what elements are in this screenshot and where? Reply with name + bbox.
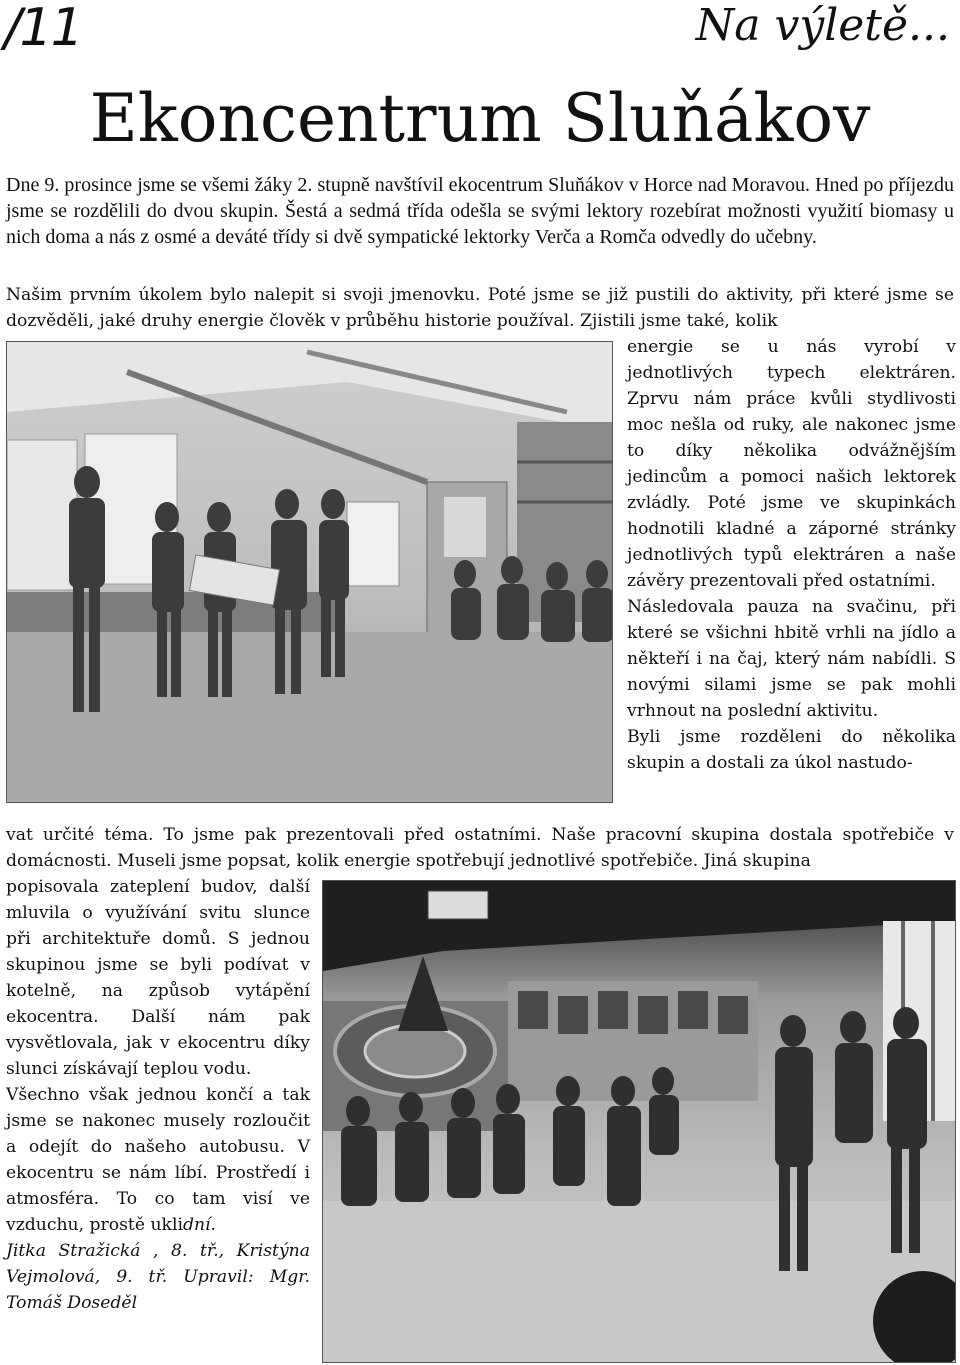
author-signature: Jitka Stražická , 8. tř., Kristýna Vejmolová, 9. tř. Upravil: Mgr. Tomáš Doseděl [6, 1241, 310, 1313]
left-column [6, 874, 310, 1316]
left-column-text-2 [6, 1082, 310, 1238]
article-title: Ekoncentrum Sluňákov [89, 80, 871, 157]
classroom-photo [6, 341, 613, 803]
page-number: /11 [4, 0, 82, 58]
right-column-text-2: Následovala pauza na svačinu, při které se všichni hbitě vrhli na jídlo a někteří i na čaj, který nám nabídli. S novými silami jsme se pak mohli vrhnout na poslední aktivitu. [627, 597, 956, 721]
hall-photo-image [323, 881, 956, 1363]
second-paragraph [6, 282, 954, 334]
full-width-paragraph [6, 822, 954, 874]
intro-text: Dne 9. prosince jsme se všemi žáky 2. stupně navštívil ekocentrum Sluňákov v Horce nad Moravou. Hned po příjezdu jsme se rozdělili do dvou skupin. Šestá a sedmá třída odešla se svými lektory rozebírat možnosti využití biomasy u nich doma a nás z osmé a deváté třídy si dvě sympatické lektorky Verča a Romča odvedly do učebny. [6, 174, 954, 248]
left-column-text-1: popisovala zateplení budov, další mluvila o využívání svitu slunce při architektuře domů. S jednou skupinou jsme se byli podívat v kotelně, na způsob vytápění ekocentra. Další nám pak vysvětlovala, jak v ekocentru díky slunci získávají teplou vodu. [6, 877, 310, 1079]
right-column-text-3: Byli jsme rozděleni do několika skupin a dostali za úkol nastudo- [627, 727, 956, 773]
intro-paragraph [6, 172, 954, 250]
classroom-photo-image [7, 342, 613, 803]
left-column-text-2-italic: dní. [182, 1215, 216, 1235]
hall-photo [322, 880, 956, 1363]
full-width-text: vat určité téma. To jsme pak prezentovali před ostatními. Naše pracovní skupina dostala spotřebiče v domácnosti. Museli jsme popsat, kolik energie spotřebují jednotlivé spotřebiče. Jiná skupina [6, 825, 954, 871]
second-text: Našim prvním úkolem bylo nalepit si svoji jmenovku. Poté jsme se již pustili do aktivity, při které jsme se dozvěděli, jaké druhy energie člověk v průběhu historie používal. Zjistili jsme také, kolik [6, 285, 954, 331]
left-column-text-2-plain: Všechno však jednou končí a tak jsme se nakonec musely rozloučit a odejít do našeho autobusu. V ekocentru se nám líbí. Prostředí i atmosféra. To co tam visí ve vzduchu, prostě ukli [6, 1085, 310, 1235]
right-column-text-1: energie se u nás vyrobí v jednotlivých typech elektráren. Zprvu nám práce kvůli stydlivosti moc nešla od ruky, ale nakonec jsme to díky několika odvážnějším jedincům a pomoci našich lektorek zvládly. Poté jsme ve skupinkách hodnotili kladné a záporné stránky jednotlivých typů elektráren a naše závěry prezentovali před ostatními. [627, 337, 956, 591]
section-title: Na výletě... [695, 0, 950, 51]
right-column [627, 334, 956, 776]
